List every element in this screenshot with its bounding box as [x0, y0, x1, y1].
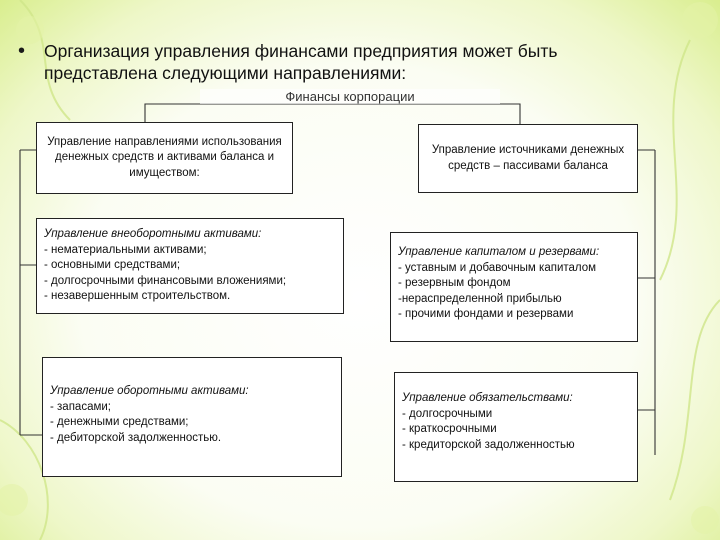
list-item: - уставным и добавочным капиталом — [398, 261, 597, 274]
list-item: - незавершенным строительством. — [44, 290, 231, 302]
bullet-marker: • — [18, 40, 26, 62]
left-header-box — [36, 122, 293, 194]
list-item: - долгосрочными — [402, 407, 493, 420]
box-title: Управление капиталом и резервами: — [398, 246, 600, 258]
box-title: Управление оборотными активами: — [50, 385, 249, 397]
list-item: - нематериальными активами; — [44, 243, 207, 256]
list-item: - прочими фондами и резервами — [398, 308, 574, 320]
list-item: - кредиторской задолженностью — [402, 438, 575, 451]
slide-heading: Организация управления финансами предприятия может быть представлена следующими направлениями: — [44, 41, 558, 83]
list-item: - запасами; — [50, 400, 111, 413]
list-item: - основными средствами; — [44, 259, 181, 271]
liabilities-box — [394, 372, 638, 482]
box-title: Управление обязательствами: — [402, 392, 573, 404]
current-assets-box — [42, 357, 342, 477]
root-node-label: Финансы корпорации — [200, 89, 500, 104]
list-item: - долгосрочными финансовыми вложениями; — [44, 274, 287, 287]
list-item: - денежными средствами; — [50, 416, 189, 428]
list-item: - резервным фондом — [398, 277, 511, 289]
capital-reserves-box — [390, 232, 638, 342]
right-header-box — [418, 124, 638, 193]
list-item: - краткосрочными — [402, 423, 497, 435]
noncurrent-assets-box — [36, 218, 344, 314]
right-header-text: Управление источниками денежных средств – пассивами баланса — [431, 144, 625, 172]
list-item: -нераспределенной прибылью — [398, 292, 562, 305]
box-title: Управление внеоборотными активами: — [44, 228, 262, 240]
right-trunk — [638, 150, 655, 455]
left-header-text: Управление направлениями использования денежных средств и активами баланса и имуществом: — [47, 135, 282, 179]
list-item: - дебиторской задолженностью. — [50, 431, 222, 444]
